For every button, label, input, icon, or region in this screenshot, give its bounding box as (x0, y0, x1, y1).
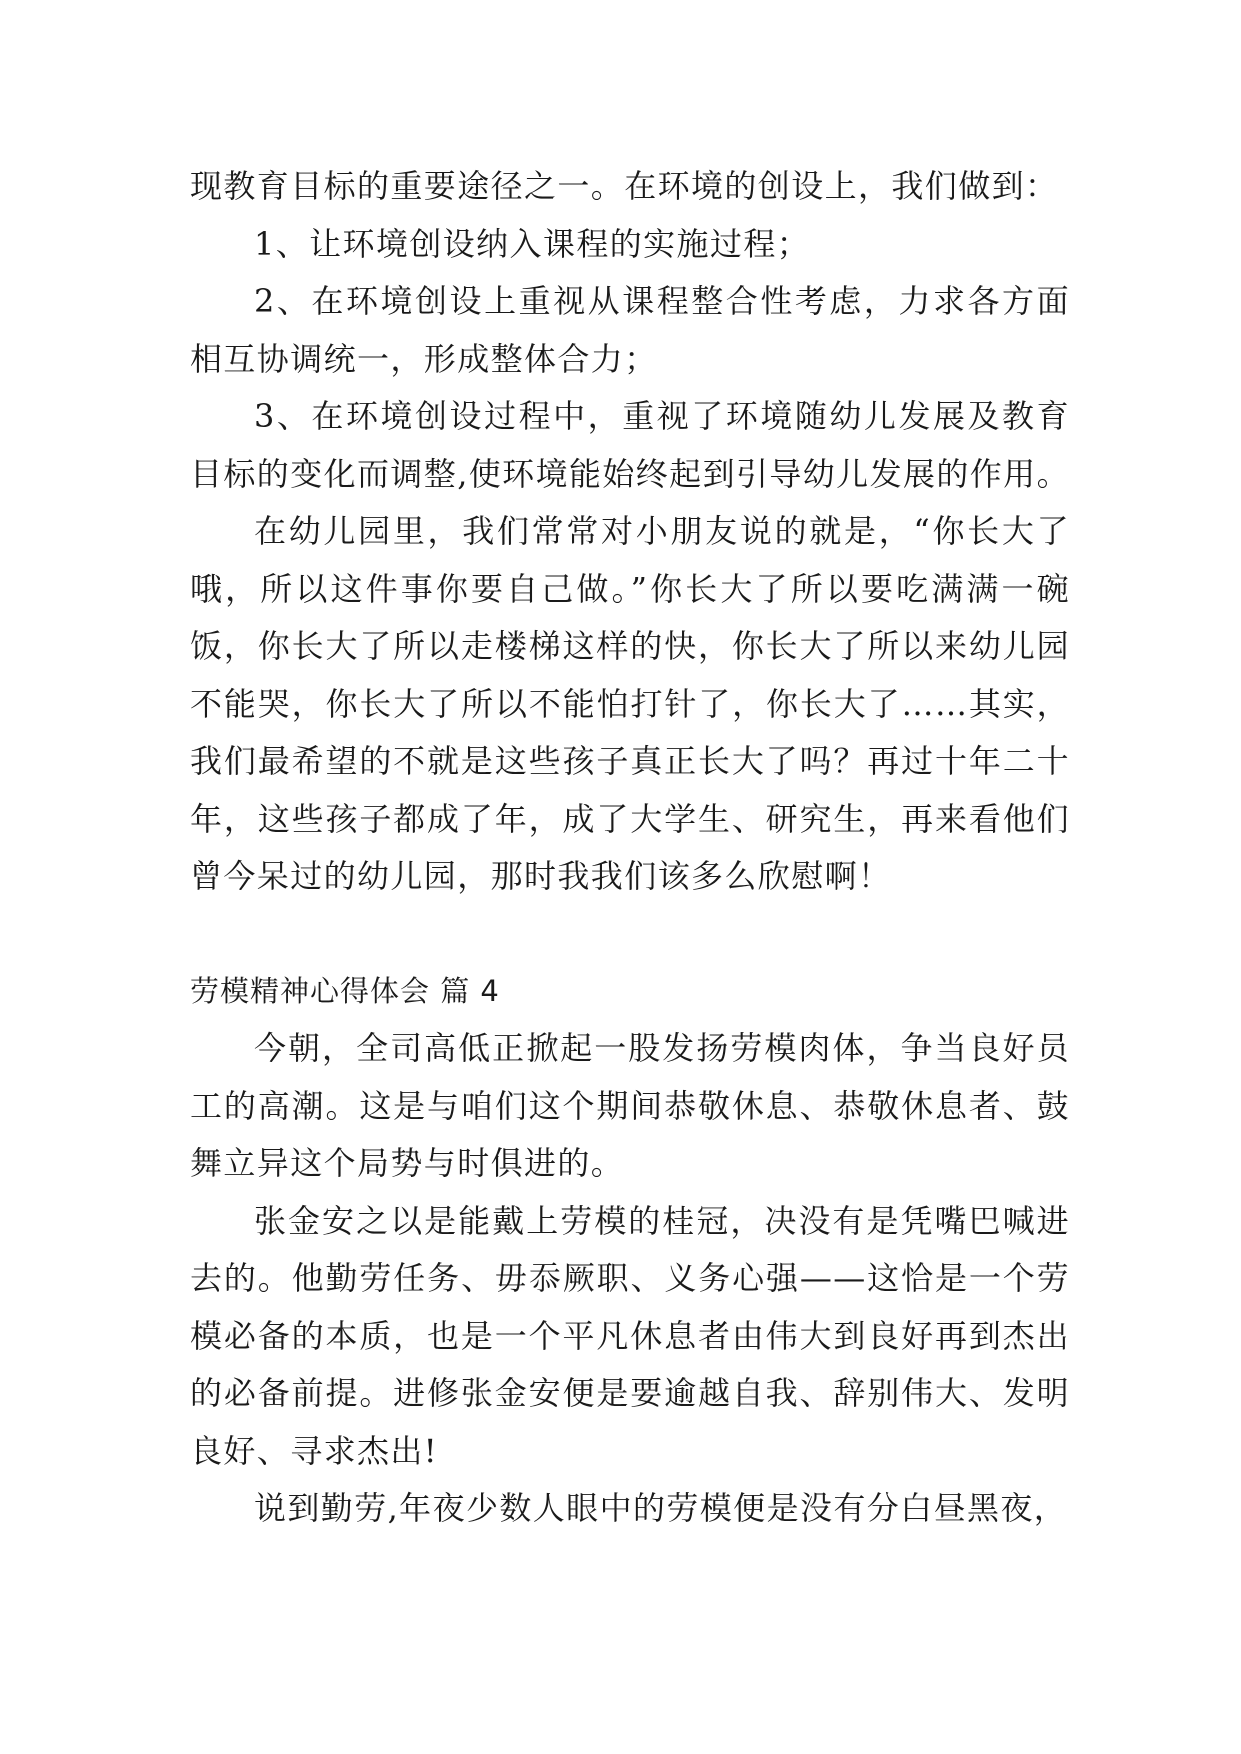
section-title: 劳模精神心得体会 篇 4 (190, 973, 500, 1008)
paragraph-diligence: 说到勤劳,年夜少数人眼中的劳模便是没有分白昼黑夜， (254, 1489, 1068, 1527)
list-item-2: 2、在环境创设上重视从课程整合性考虑，力求各方面相互协调统一，形成整体合力； (190, 282, 1070, 378)
paragraph-zhang-jinan: 张金安之以是能戴上劳模的桂冠，决没有是凭嘴巴喊进去的。他勤劳任务、毋忝厥职、义务心强——这恰是一个劳模必备的本质，也是一个平凡休息者由伟大到良好再到杰出的必备前提。进修张金安便是要逾越自我、辞别伟大、发明良好、寻求杰出! (190, 1201, 1070, 1470)
paragraph-intro: 今朝，全司高低正掀起一股发扬劳模肉体，争当良好员工的高潮。这是与咱们这个期间恭敬休息、恭敬休息者、鼓舞立异这个局势与时俱进的。 (190, 1029, 1070, 1182)
paragraph-kindergarten: 在幼儿园里，我们常常对小朋友说的就是，“你长大了哦，所以这件事你要自己做。”你长大了所以要吃满满一碗饭，你长大了所以走楼梯这样的快，你长大了所以来幼儿园不能哭，你长大了所以不能怕打针了，你长大了……其实，我们最希望的不就是这些孩子真正长大了吗？再过十年二十年，这些孩子都成了年，成了大学生、研究生，再来看他们曾今呆过的幼儿园，那时我我们该多么欣慰啊！ (190, 512, 1070, 895)
document-body (190, 158, 1070, 1538)
list-item-3: 3、在环境创设过程中，重视了环境随幼儿发展及教育目标的变化而调整,使环境能始终起到引导幼儿发展的作用。 (190, 397, 1070, 493)
list-item-1: 1、让环境创设纳入课程的实施过程； (254, 224, 811, 263)
paragraph-continuation: 现教育目标的重要途径之一。在环境的创设上，我们做到： (190, 167, 1059, 205)
section-spacer (190, 906, 1070, 963)
